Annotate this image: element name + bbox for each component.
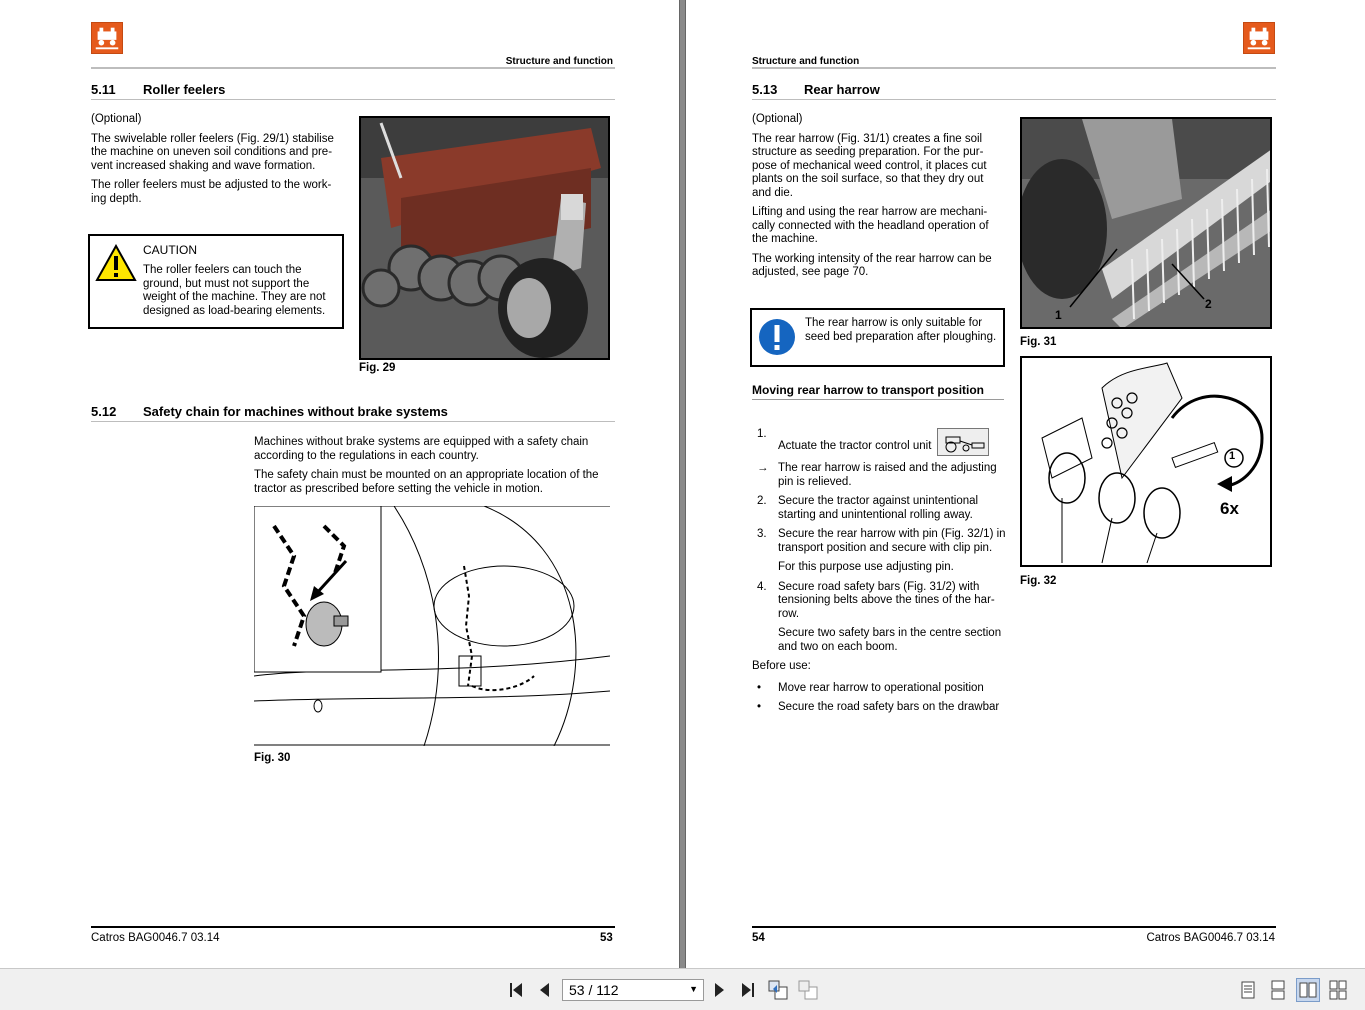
- list-item: • Secure the road safety bars on the drawbar: [757, 701, 1000, 713]
- header-rule: [91, 67, 615, 69]
- first-page-button[interactable]: [505, 978, 529, 1002]
- right-page: [686, 0, 1365, 968]
- list-item: Secure two safety bars in the centre section and two on each boom.: [778, 627, 1002, 653]
- single-page-icon: [1238, 980, 1258, 1000]
- next-page-button[interactable]: [707, 978, 731, 1002]
- list-item: • Move rear harrow to operational position: [757, 681, 984, 694]
- running-header: Structure and function: [505, 56, 613, 67]
- back-view-icon: [767, 979, 789, 1001]
- subheading-transport-position: Moving rear harrow to transport position: [752, 383, 985, 397]
- continuous-page-icon: [1268, 980, 1288, 1000]
- last-page-button[interactable]: [735, 978, 759, 1002]
- section-5-11-text: (Optional) The swivelable roller feelers (Fig. 29/1) stabilise the machine on uneven soil conditions and pre-vent increased shaking and wave formation. The roller feelers must be adjusted to the work-ing depth.: [91, 113, 334, 205]
- list-item: 3. Secure the rear harrow with pin (Fig. 32/1) in transport position and secure with clip pin.: [757, 528, 1006, 554]
- footer-doc-id: Catros BAG0046.7 03.14: [91, 932, 220, 944]
- figure-30-image: [254, 506, 610, 746]
- figure-32-image: [1020, 356, 1272, 567]
- section-heading-5-11: 5.11 Roller feelers: [91, 82, 226, 97]
- footer-page-number: 54: [752, 932, 765, 944]
- left-page: [0, 0, 679, 968]
- note-box: [750, 308, 1005, 367]
- facing-pages-icon: [1298, 980, 1318, 1000]
- figure-31-callout-2: 2: [1205, 297, 1212, 311]
- facing-pages-view-button[interactable]: [1296, 978, 1320, 1002]
- section-5-13-text: (Optional) The rear harrow (Fig. 31/1) creates a fine soil structure as seeding preparation. For the pur-pose of mechanical weed control, it places cut plants on the soil surface, so that they dry out and die. Lifting and using the rear harrow are mechani-cally connected with the headland operation of the machine. The working intensity of the rear harrow can be adjusted, see page 70.: [752, 113, 992, 278]
- chevron-down-icon: ▼: [689, 984, 698, 994]
- figure-29-image: [359, 116, 610, 360]
- list-item: → The rear harrow is raised and the adjusting pin is relieved.: [757, 462, 997, 488]
- before-use-label: Before use:: [752, 660, 811, 672]
- figure-30-caption: Fig. 30: [254, 752, 291, 764]
- note-text: The rear harrow is only suitable for seed bed preparation after ploughing.: [805, 317, 997, 343]
- figure-29-caption: Fig. 29: [359, 362, 396, 374]
- continuous-facing-view-button[interactable]: [1326, 978, 1350, 1002]
- figure-31-image: [1020, 117, 1272, 329]
- steps-list: [752, 428, 1006, 721]
- previous-page-icon: [535, 980, 555, 1000]
- figure-32-callout-1: 1: [1229, 450, 1236, 462]
- running-header: Structure and function: [752, 56, 860, 67]
- section-rule: [91, 421, 615, 422]
- viewer-toolbar: [0, 968, 1365, 1010]
- go-back-view-button[interactable]: [766, 978, 790, 1002]
- warning-triangle-icon: [95, 244, 137, 282]
- brand-logo: [1243, 22, 1275, 54]
- list-item: For this purpose use adjusting pin.: [778, 561, 954, 573]
- list-item: 4. Secure road safety bars (Fig. 31/2) with tensioning belts above the tines of the har-row.: [757, 580, 995, 620]
- forward-view-icon: [797, 979, 819, 1001]
- section-5-12-text: Machines without brake systems are equipped with a safety chain according to the regulations in each country. The safety chain must be mounted on an appropriate location of the tractor as prescribed before setting the vehicle in motion.: [254, 436, 599, 495]
- caution-box: [88, 234, 344, 329]
- first-page-icon: [507, 980, 527, 1000]
- tractor-control-unit-icon: [937, 428, 989, 456]
- continuous-view-button[interactable]: [1266, 978, 1290, 1002]
- caution-text: The roller feelers can touch the ground, but must not support the weight of the machine. They are not designed as load-bearing elements.: [143, 264, 326, 317]
- list-item: 2. Secure the tractor against unintentional starting and unintentional rolling away.: [757, 495, 979, 521]
- footer-page-number: 53: [600, 932, 613, 944]
- footer-rule: [752, 926, 1276, 928]
- page-gutter: [679, 0, 686, 968]
- next-page-icon: [709, 980, 729, 1000]
- figure-32-6x-label: 6x: [1220, 499, 1239, 518]
- header-rule: [752, 67, 1276, 69]
- caution-title: CAUTION: [143, 243, 197, 257]
- continuous-facing-icon: [1328, 980, 1348, 1000]
- section-heading-5-12: 5.12 Safety chain for machines without brake systems: [91, 404, 448, 419]
- footer-doc-id: Catros BAG0046.7 03.14: [1146, 932, 1275, 944]
- list-item: 1. Actuate the tractor control unit: [752, 428, 1006, 456]
- page-number-selector[interactable]: [562, 979, 704, 1001]
- previous-page-button[interactable]: [533, 978, 557, 1002]
- figure-31-callout-1: 1: [1055, 308, 1062, 322]
- last-page-icon: [737, 980, 757, 1000]
- single-page-view-button[interactable]: [1236, 978, 1260, 1002]
- subheading-rule: [752, 399, 1004, 400]
- page-indicator: 53 / 112: [569, 982, 619, 998]
- section-rule: [91, 99, 615, 100]
- figure-32-caption: Fig. 32: [1020, 575, 1057, 587]
- brand-logo: [91, 22, 123, 54]
- figure-31-caption: Fig. 31: [1020, 336, 1057, 348]
- section-rule: [752, 99, 1276, 100]
- section-heading-5-13: 5.13 Rear harrow: [752, 82, 880, 97]
- go-forward-view-button[interactable]: [796, 978, 820, 1002]
- footer-rule: [91, 926, 615, 928]
- info-exclamation-icon: [758, 318, 796, 356]
